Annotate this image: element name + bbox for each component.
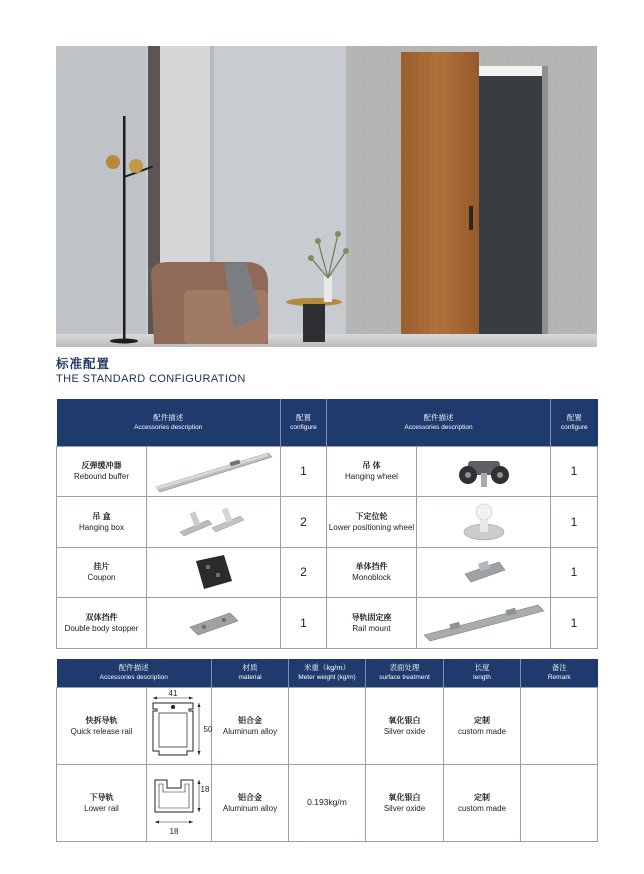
lower-rail-profile [147,764,212,841]
header-configure-left: 配置 configure [281,399,327,446]
table-row [57,497,598,548]
rail-spec-table [56,659,598,842]
section-title-en: THE STANDARD CONFIGURATION [56,373,246,385]
part-name: 挂片 Coupon [57,547,147,598]
part-name: 下定位轮 Lower positioning wheel [327,497,417,548]
header-accessories: 配件描述 Accessories description [57,659,212,687]
material: 铝合金 Aluminum alloy [212,687,289,764]
header-surface-treatment: 表面处理 surface treatment [366,659,444,687]
quantity: 1 [551,598,598,649]
header-remark: 备注 Remark [521,659,598,687]
quantity: 2 [281,547,327,598]
rebound-buffer-image [147,446,281,497]
part-name: 双体挡件 Double body stopper [57,598,147,649]
surface-treatment: 氧化银白 Silver oxide [366,764,444,841]
surface-treatment: 氧化银白 Silver oxide [366,687,444,764]
rail-width-dimension: 18 [169,826,179,836]
table-row [57,547,598,598]
quantity: 1 [281,446,327,497]
remark [521,764,598,841]
hanging-box-image [147,497,281,548]
rail-height-dimension: 18 [200,784,210,794]
coupon-image [147,547,281,598]
header-accessories-right: 配件描述 Accessories description [327,399,551,446]
rail-width-dimension: 41 [168,688,178,698]
rail-name: 下导轨 Lower rail [57,764,147,841]
table-row [57,687,598,764]
material: 铝合金 Aluminum alloy [212,764,289,841]
rail-name: 快拆导轨 Quick release rail [57,687,147,764]
quantity: 2 [281,497,327,548]
meter-weight [289,687,366,764]
rail-mount-image [417,598,551,649]
table-row [57,764,598,841]
quantity: 1 [551,497,598,548]
hanging-wheel-image [417,446,551,497]
table-row [57,446,598,497]
table-row [57,598,598,649]
part-name: 吊 盒 Hanging box [57,497,147,548]
header-material: 材质 material [212,659,289,687]
part-name: 反弹缓冲器 Rebound buffer [57,446,147,497]
quantity: 1 [551,547,598,598]
header-meter-weight: 米重（kg/m） Meter weight (kg/m) [289,659,366,687]
length: 定制 custom made [444,764,521,841]
part-name: 吊 体 Hanging wheel [327,446,417,497]
hero-photo [56,46,597,347]
quantity: 1 [551,446,598,497]
quantity: 1 [281,598,327,649]
lower-positioning-wheel-image [417,497,551,548]
part-name: 单体挡件 Monoblock [327,547,417,598]
header-length: 长度 length [444,659,521,687]
part-name: 导轨固定座 Rail mount [327,598,417,649]
section-title-cn: 标准配置 [56,357,111,371]
standard-config-table [56,399,598,649]
rail-height-dimension: 50 [203,724,213,734]
header-accessories-left: 配件描述 Accessories description [57,399,281,446]
double-body-stopper-image [147,598,281,649]
meter-weight: 0.193kg/m [289,764,366,841]
remark [521,687,598,764]
monoblock-image [417,547,551,598]
header-configure-right: 配置 configure [551,399,598,446]
quick-release-rail-profile [147,687,212,764]
length: 定制 custom made [444,687,521,764]
